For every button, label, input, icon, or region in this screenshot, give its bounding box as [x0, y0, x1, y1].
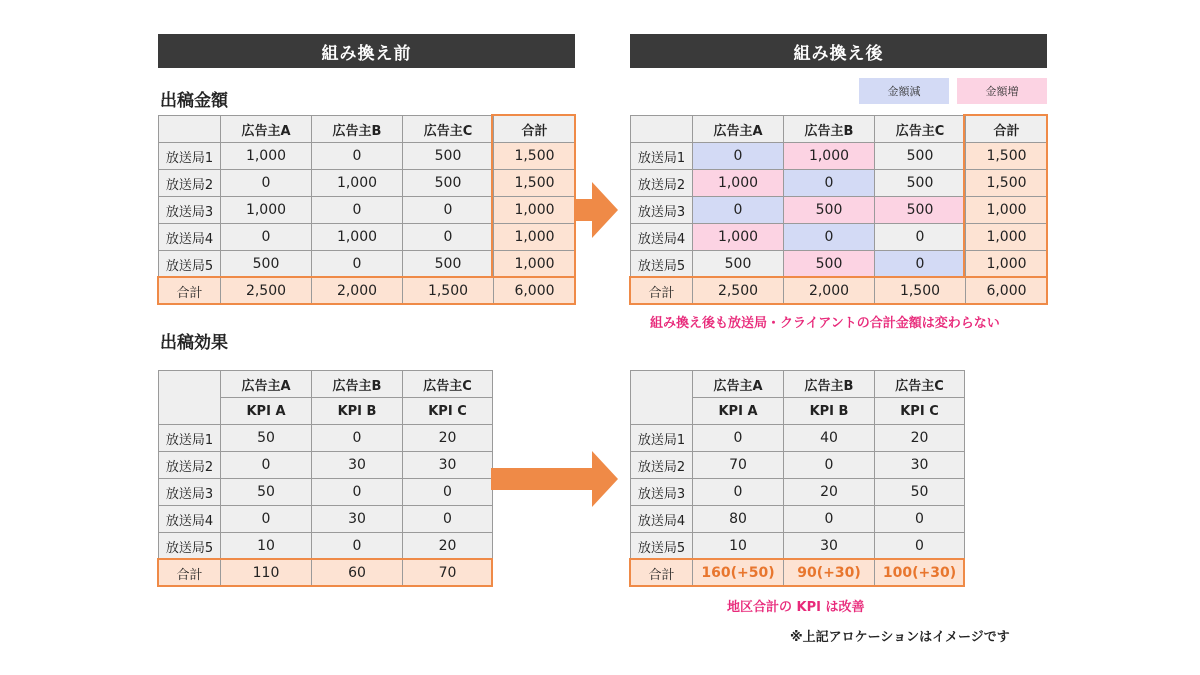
arrow-right-icon — [574, 182, 618, 238]
table-cell: 0 — [221, 170, 312, 197]
table-cell: 0 — [693, 197, 784, 224]
table-cell: 50 — [221, 425, 312, 452]
table-cell: 0 — [221, 224, 312, 251]
table-cell: 0 — [784, 170, 875, 197]
table-cell: 30 — [403, 452, 493, 479]
table-cell: 0 — [312, 533, 403, 560]
table-cell: 500 — [784, 251, 875, 278]
table-cell-total: 2,000 — [312, 278, 403, 305]
table-cell-total: 1,000 — [494, 224, 576, 251]
table-cell: 40 — [784, 425, 875, 452]
table-cell: 30 — [784, 533, 875, 560]
table-cell: 0 — [875, 224, 966, 251]
row-label: 放送局2 — [159, 452, 221, 479]
row-label: 放送局3 — [159, 479, 221, 506]
table-cell: 0 — [403, 506, 493, 533]
table-row — [631, 224, 1048, 251]
footnote: ※上記アロケーションはイメージです — [790, 630, 1010, 645]
amount-after-table — [630, 115, 1048, 305]
column-header: 広告主A — [221, 116, 312, 143]
table-row — [631, 506, 965, 533]
kpi-header: KPI C — [403, 398, 493, 425]
table-row-total — [159, 278, 576, 305]
legend-decrease: 金額減 — [859, 78, 949, 104]
row-label: 放送局2 — [159, 170, 221, 197]
kpi-header: KPI B — [784, 398, 875, 425]
column-header: 広告主C — [403, 371, 493, 398]
row-label: 放送局2 — [631, 170, 693, 197]
row-label-total: 合計 — [159, 278, 221, 305]
column-header: 広告主C — [875, 116, 966, 143]
table-row — [159, 224, 576, 251]
table-row — [159, 170, 576, 197]
arrow-right-icon — [491, 451, 618, 507]
table-cell: 20 — [403, 533, 493, 560]
banner-after: 組み換え後 — [630, 34, 1047, 68]
section-title-effect: 出稿効果 — [160, 333, 228, 353]
table-cell: 1,000 — [221, 143, 312, 170]
table-cell: 500 — [875, 197, 966, 224]
table-cell: 500 — [403, 170, 494, 197]
table-row — [159, 251, 576, 278]
table-cell: 20 — [875, 425, 965, 452]
row-label: 放送局3 — [159, 197, 221, 224]
row-label: 放送局4 — [631, 506, 693, 533]
table-cell-total: 1,000 — [966, 251, 1048, 278]
table-cell-total: 1,500 — [494, 170, 576, 197]
row-label: 放送局1 — [159, 143, 221, 170]
table-row — [631, 197, 1048, 224]
table-cell-total: 2,500 — [221, 278, 312, 305]
table-cell: 10 — [693, 533, 784, 560]
table-cell-total: 1,500 — [966, 143, 1048, 170]
table-cell: 0 — [312, 143, 403, 170]
table-cell-total: 90(+30) — [784, 560, 875, 587]
table-cell-total: 1,500 — [494, 143, 576, 170]
row-label-total: 合計 — [159, 560, 221, 587]
section-title-amount: 出稿金額 — [160, 91, 228, 111]
table-cell: 10 — [221, 533, 312, 560]
table-cell: 1,000 — [312, 170, 403, 197]
table-cell-total: 2,500 — [693, 278, 784, 305]
table-cell: 30 — [312, 452, 403, 479]
row-label: 放送局3 — [631, 197, 693, 224]
row-label: 放送局5 — [631, 251, 693, 278]
table-cell: 0 — [312, 197, 403, 224]
table-cell: 0 — [875, 533, 965, 560]
table-cell: 80 — [693, 506, 784, 533]
table-cell: 30 — [875, 452, 965, 479]
table-row-total — [159, 560, 493, 587]
table-cell: 0 — [693, 479, 784, 506]
table-cell: 20 — [403, 425, 493, 452]
table-row — [631, 452, 965, 479]
column-header: 広告主A — [693, 116, 784, 143]
table-cell: 20 — [784, 479, 875, 506]
column-header: 広告主A — [693, 371, 784, 398]
table-cell: 0 — [693, 143, 784, 170]
table-cell-total: 1,000 — [966, 197, 1048, 224]
table-cell-total: 2,000 — [784, 278, 875, 305]
table-cell-total: 70 — [403, 560, 493, 587]
table-cell: 0 — [403, 197, 494, 224]
table-row — [631, 479, 965, 506]
table-row — [159, 533, 493, 560]
table-cell: 0 — [403, 224, 494, 251]
table-cell: 1,000 — [784, 143, 875, 170]
effect-note: 地区合計の KPI は改善 — [727, 600, 865, 615]
table-cell-total: 1,500 — [403, 278, 494, 305]
row-label: 放送局1 — [159, 425, 221, 452]
table-cell: 70 — [693, 452, 784, 479]
amount-note: 組み換え後も放送局・クライアントの合計金額は変わらない — [650, 316, 1000, 331]
table-cell: 1,000 — [312, 224, 403, 251]
table-cell-total: 6,000 — [494, 278, 576, 305]
table-corner — [159, 116, 221, 143]
table-cell: 500 — [693, 251, 784, 278]
table-corner — [631, 371, 693, 425]
table-row — [159, 197, 576, 224]
table-cell-total: 1,000 — [966, 224, 1048, 251]
column-header: 広告主B — [312, 116, 403, 143]
table-cell: 0 — [784, 224, 875, 251]
column-header: 広告主C — [403, 116, 494, 143]
row-label: 放送局1 — [631, 143, 693, 170]
table-cell: 50 — [875, 479, 965, 506]
table-row — [159, 479, 493, 506]
column-header: 広告主B — [784, 371, 875, 398]
table-cell: 0 — [221, 506, 312, 533]
row-label: 放送局3 — [631, 479, 693, 506]
table-row — [631, 143, 1048, 170]
table-corner — [159, 371, 221, 425]
effect-after-table — [630, 370, 965, 587]
table-cell: 1,000 — [221, 197, 312, 224]
table-cell: 500 — [403, 251, 494, 278]
table-row — [159, 425, 493, 452]
table-row — [631, 170, 1048, 197]
row-label: 放送局5 — [159, 533, 221, 560]
table-cell: 0 — [784, 452, 875, 479]
row-label: 放送局1 — [631, 425, 693, 452]
table-cell-total: 1,500 — [875, 278, 966, 305]
table-cell: 0 — [875, 251, 966, 278]
kpi-header: KPI B — [312, 398, 403, 425]
column-header: 広告主B — [312, 371, 403, 398]
banner-before: 組み換え前 — [158, 34, 575, 68]
table-cell: 0 — [403, 479, 493, 506]
table-cell-total: 60 — [312, 560, 403, 587]
kpi-header: KPI C — [875, 398, 965, 425]
table-cell: 500 — [221, 251, 312, 278]
table-cell: 0 — [875, 506, 965, 533]
table-cell: 0 — [312, 251, 403, 278]
row-label: 放送局2 — [631, 452, 693, 479]
table-row-total — [631, 278, 1048, 305]
table-cell: 0 — [312, 425, 403, 452]
table-cell: 30 — [312, 506, 403, 533]
table-cell: 500 — [875, 170, 966, 197]
legend-increase: 金額増 — [957, 78, 1047, 104]
table-cell-total: 110 — [221, 560, 312, 587]
column-header: 広告主B — [784, 116, 875, 143]
table-cell: 500 — [875, 143, 966, 170]
table-cell-total: 160(+50) — [693, 560, 784, 587]
table-cell: 0 — [693, 425, 784, 452]
table-row — [159, 452, 493, 479]
column-header-total: 合計 — [966, 116, 1048, 143]
table-row — [631, 251, 1048, 278]
table-cell: 500 — [403, 143, 494, 170]
table-cell: 50 — [221, 479, 312, 506]
table-cell-total: 1,000 — [494, 197, 576, 224]
row-label: 放送局4 — [159, 506, 221, 533]
table-cell: 0 — [221, 452, 312, 479]
table-corner — [631, 116, 693, 143]
table-cell: 1,000 — [693, 170, 784, 197]
column-header-total: 合計 — [494, 116, 576, 143]
table-cell-total: 1,000 — [494, 251, 576, 278]
table-row — [159, 506, 493, 533]
column-header: 広告主A — [221, 371, 312, 398]
amount-before-table — [158, 115, 576, 305]
row-label-total: 合計 — [631, 278, 693, 305]
table-row — [631, 533, 965, 560]
row-label-total: 合計 — [631, 560, 693, 587]
table-cell: 1,000 — [693, 224, 784, 251]
row-label: 放送局4 — [159, 224, 221, 251]
kpi-header: KPI A — [693, 398, 784, 425]
effect-before-table — [158, 370, 493, 587]
table-cell-total: 1,500 — [966, 170, 1048, 197]
table-cell: 0 — [312, 479, 403, 506]
table-cell-total: 100(+30) — [875, 560, 965, 587]
row-label: 放送局5 — [631, 533, 693, 560]
row-label: 放送局4 — [631, 224, 693, 251]
table-row-total — [631, 560, 965, 587]
kpi-header: KPI A — [221, 398, 312, 425]
table-cell: 0 — [784, 506, 875, 533]
table-cell: 500 — [784, 197, 875, 224]
column-header: 広告主C — [875, 371, 965, 398]
table-cell-total: 6,000 — [966, 278, 1048, 305]
row-label: 放送局5 — [159, 251, 221, 278]
table-row — [631, 425, 965, 452]
table-row — [159, 143, 576, 170]
